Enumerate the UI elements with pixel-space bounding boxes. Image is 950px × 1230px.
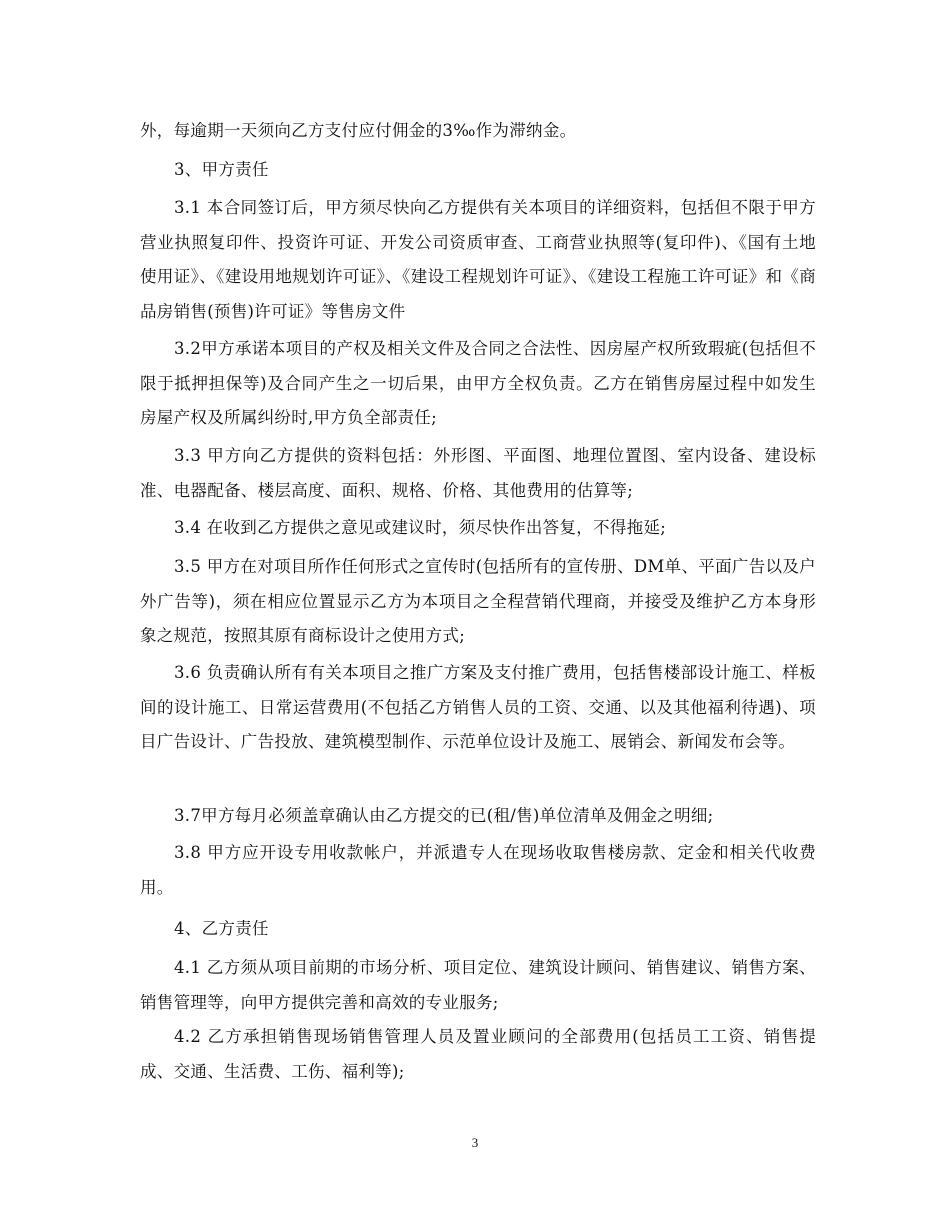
paragraph-3-6: 3.6 负责确认所有有关本项目之推广方案及支付推广费用，包括售楼部设计施工、样板间的设计施工、日常运营费用(不包括乙方销售人员的工资、交通、以及其他福利待遇)、项目广告设计、广告投放、建筑模型制作、示范单位设计及施工、展销会、新闻发布会等。: [140, 663, 816, 751]
heading-party-b-responsibilities: 4、乙方责任: [174, 919, 269, 938]
paragraph-3-5: 3.5 甲方在对项目所作任何形式之宣传时(包括所有的宣传册、DM单、平面广告以及户外广告等)，须在相应位置显示乙方为本项目之全程营销代理商，并接受及维护乙方本身形象之规范，按照其原有商标设计之使用方式;: [140, 557, 816, 645]
paragraph-3-7: 3.7甲方每月必须盖章确认由乙方提交的已(租/售)单位清单及佣金之明细;: [174, 806, 714, 825]
paragraph-3-1: 3.1 本合同签订后，甲方须尽快向乙方提供有关本项目的详细资料，包括但不限于甲方营业执照复印件、投资许可证、开发公司资质审查、工商营业执照等(复印件)、《国有土地使用证》、《建设用地规划许可证》、《建设工程规划许可证》、《建设工程施工许可证》和《商品房销售(预售)许可证》等售房文件: [140, 198, 816, 321]
paragraph-4-2: 4.2 乙方承担销售现场销售管理人员及置业顾问的全部费用(包括员工工资、销售提成、交通、生活费、工伤、福利等);: [140, 1027, 816, 1081]
paragraph-3-2: 3.2甲方承诺本项目的产权及相关文件及合同之合法性、因房屋产权所致瑕疵(包括但不限于抵押担保等)及合同产生之一切后果，由甲方全权负责。乙方在销售房屋过程中如发生房屋产权及所属纠纷时,甲方负全部责任;: [140, 339, 816, 427]
paragraph-late-fee: 外，每逾期一天须向乙方支付应付佣金的3‰作为滞纳金。: [140, 121, 577, 140]
paragraph-3-3: 3.3 甲方向乙方提供的资料包括：外形图、平面图、地理位置图、室内设备、建设标准、电器配备、楼层高度、面积、规格、价格、其他费用的估算等;: [140, 446, 816, 500]
paragraph-4-1: 4.1 乙方须从项目前期的市场分析、项目定位、建筑设计顾问、销售建议、销售方案、销售管理等，向甲方提供完善和高效的专业服务;: [140, 958, 816, 1012]
paragraph-3-8: 3.8 甲方应开设专用收款帐户，并派遣专人在现场收取售楼房款、定金和相关代收费用。: [140, 843, 816, 897]
page-number: 3: [471, 1135, 479, 1150]
paragraph-3-4: 3.4 在收到乙方提供之意见或建议时，须尽快作出答复，不得拖延;: [174, 518, 667, 537]
heading-party-a-responsibilities: 3、甲方责任: [174, 160, 269, 179]
